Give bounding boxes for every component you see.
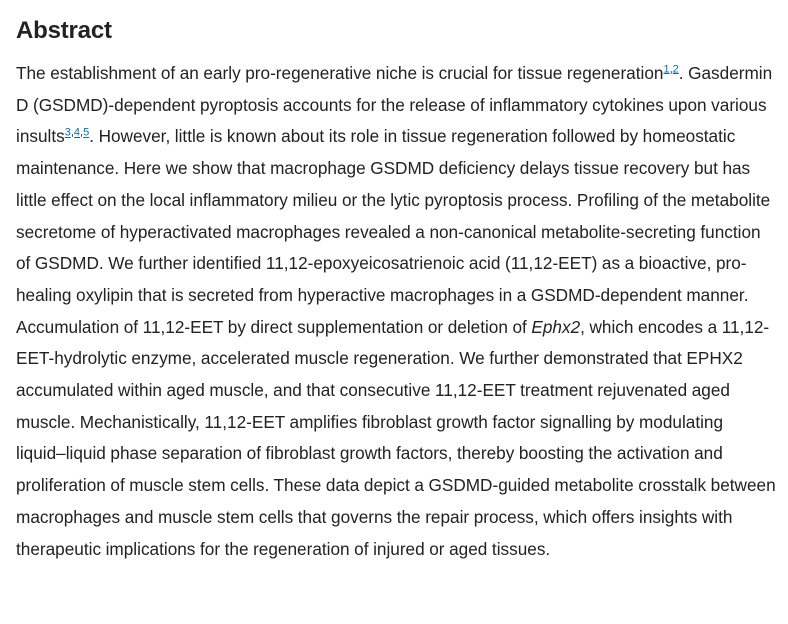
abstract-sentence-4: , which encodes a 11,12-EET-hydrolytic enzyme, accelerated muscle regeneration. We further demonstrated that EPHX2 accumulated within aged muscle, and that consecutive 11,12-EET treatment rejuvenated aged muscle. Mechanistically, 11,12-EET amplifies fibroblast growth factor signalling by modulating liquid–liquid phase separation of fibroblast growth factors, thereby boosting the activation and proliferation of muscle stem cells. These data depict a GSDMD-guided metabolite crosstalk between macrophages and muscle stem cells that governs the repair process, which offers insights with therapeutic implications for the regeneration of injured or aged tissues.: [16, 316, 776, 559]
abstract-body: [16, 58, 776, 565]
citation-separator: ,: [80, 126, 84, 139]
abstract-sentence-2: . Gasdermin D (GSDMD)-dependent pyroptosis accounts for the release of inflammatory cytokines upon various insults: [16, 63, 773, 147]
citation-link-3[interactable]: 3: [64, 126, 71, 139]
gene-name: Ephx2: [531, 316, 581, 337]
citation-link-5[interactable]: 5: [83, 126, 90, 139]
abstract-sentence-3: . However, little is known about its role in tissue regeneration followed by homeostatic maintenance. Here we show that macrophage GSDMD deficiency delays tissue recovery but has little effect on the local inflammatory milieu or the lytic pyroptosis process. Profiling of the metabolite secretome of hyperactivated macrophages revealed a non-canonical metabolite-secreting function of GSDMD. We further identified 11,12-epoxyeicosatrienoic acid (11,12-EET) as a bioactive, pro-healing oxylipin that is secreted from hyperactive macrophages in a GSDMD-dependent manner. Accumulation of 11,12-EET by direct supplementation or deletion of: [16, 126, 771, 337]
citation-link-4[interactable]: 4: [73, 126, 81, 139]
citation-separator: ,: [70, 126, 74, 139]
citation-group-2: [65, 127, 90, 139]
citation-link-1[interactable]: 1: [663, 63, 670, 76]
citation-group-1: [663, 63, 678, 75]
citation-link-2[interactable]: 2: [672, 63, 679, 76]
abstract-sentence-1: The establishment of an early pro-regenerative niche is crucial for tissue regeneration: [16, 63, 664, 83]
abstract-section: [16, 14, 776, 565]
citation-separator: ,: [669, 63, 673, 76]
abstract-heading: Abstract: [16, 17, 112, 44]
